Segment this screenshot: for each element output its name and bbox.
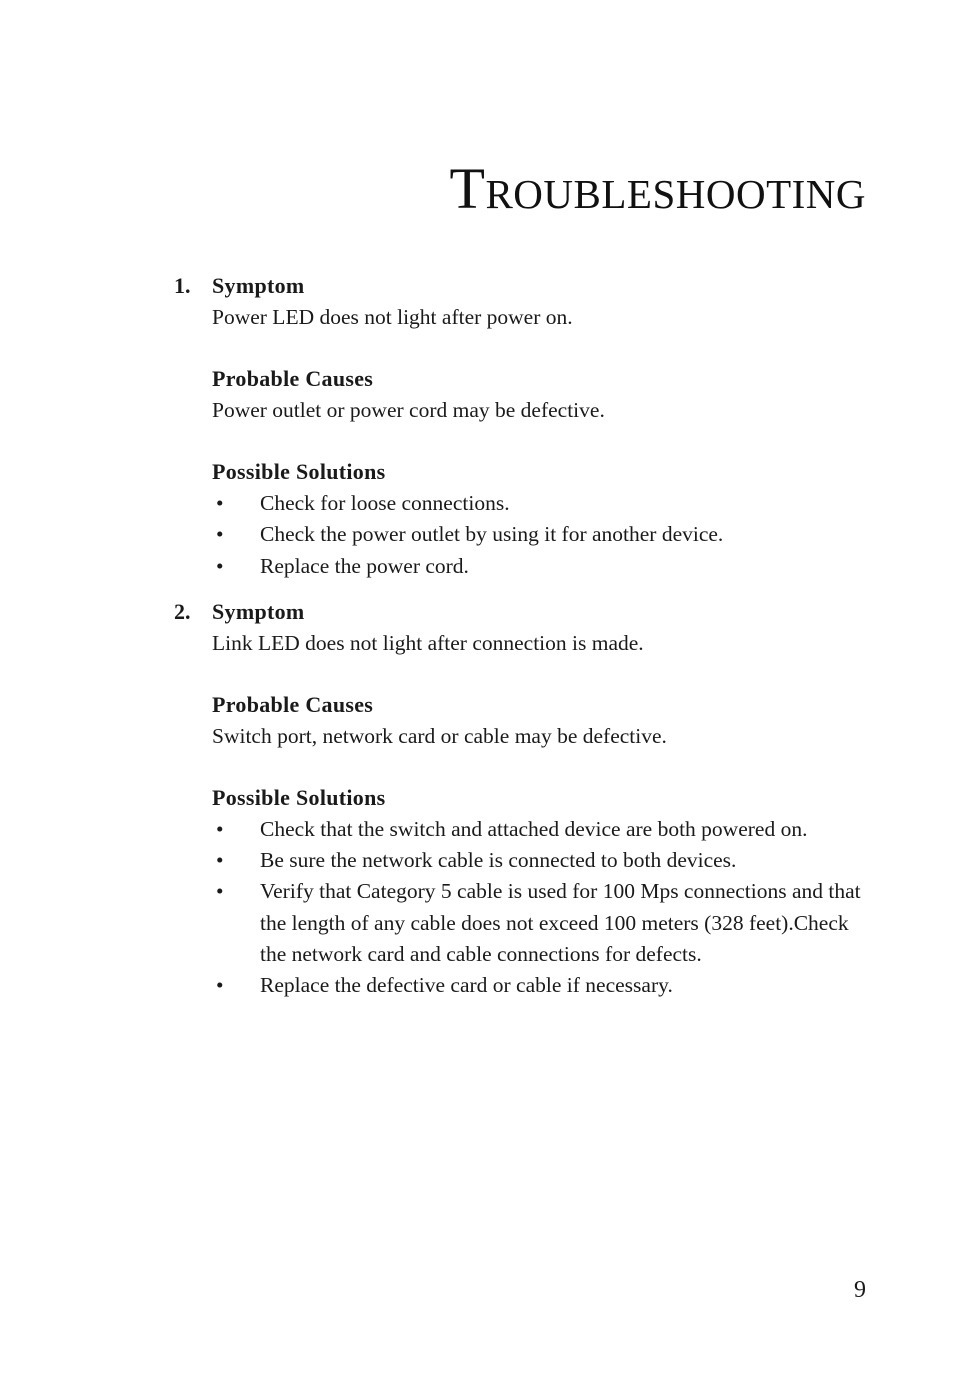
- solution-text: Check that the switch and attached device are both powered on.: [260, 816, 808, 841]
- item-number: 2.: [174, 598, 191, 624]
- symptom-text: Link LED does not light after connection is made.: [212, 630, 644, 655]
- symptom-text: Power LED does not light after power on.: [212, 305, 573, 329]
- causes-text: Power outlet or power cord may be defective.: [212, 398, 605, 422]
- bullet-icon: •: [216, 973, 224, 998]
- solution-item: [0, 876, 954, 970]
- solution-item: [0, 814, 954, 845]
- troubleshooting-item-1: [0, 270, 954, 582]
- solution-item: [0, 488, 954, 519]
- troubleshooting-item-2: [0, 596, 954, 1002]
- solution-text: Check for loose connections.: [260, 491, 510, 515]
- solution-item: [0, 845, 954, 876]
- troubleshooting-content: [0, 270, 954, 1016]
- causes-heading: Probable Causes: [212, 366, 374, 391]
- page-number: 9: [854, 1277, 866, 1303]
- symptom-heading: Symptom: [212, 273, 305, 298]
- solution-text: Check the power outlet by using it for another device.: [260, 522, 724, 547]
- bullet-icon: •: [216, 848, 224, 873]
- solution-item: [0, 519, 954, 550]
- bullet-icon: •: [216, 816, 224, 841]
- causes-heading: Probable Causes: [212, 691, 374, 717]
- bullet-icon: •: [216, 522, 224, 547]
- causes-text: Switch port, network card or cable may be defective.: [212, 723, 667, 748]
- bullet-icon: •: [216, 879, 224, 904]
- solution-text: Verify that Category 5 cable is used for 100 Mps connections and that the length of any cable does not exceed 100 meters (328 feet).Check the network card and cable connections for defects.: [260, 879, 861, 967]
- bullet-icon: •: [216, 553, 224, 578]
- bullet-icon: •: [216, 491, 224, 515]
- solution-item: [0, 551, 954, 582]
- solutions-list: [0, 488, 954, 582]
- solution-item: [0, 970, 954, 1001]
- solution-text: Be sure the network cable is connected to both devices.: [260, 848, 737, 873]
- solution-text: Replace the defective card or cable if necessary.: [260, 973, 673, 998]
- solutions-heading: Possible Solutions: [212, 784, 386, 810]
- page-title: Troubleshooting: [449, 156, 866, 221]
- item-number: 1.: [174, 273, 191, 298]
- solutions-heading: Possible Solutions: [212, 459, 386, 484]
- solution-text: Replace the power cord.: [260, 553, 469, 578]
- symptom-heading: Symptom: [212, 598, 305, 624]
- solutions-list: [0, 814, 954, 1002]
